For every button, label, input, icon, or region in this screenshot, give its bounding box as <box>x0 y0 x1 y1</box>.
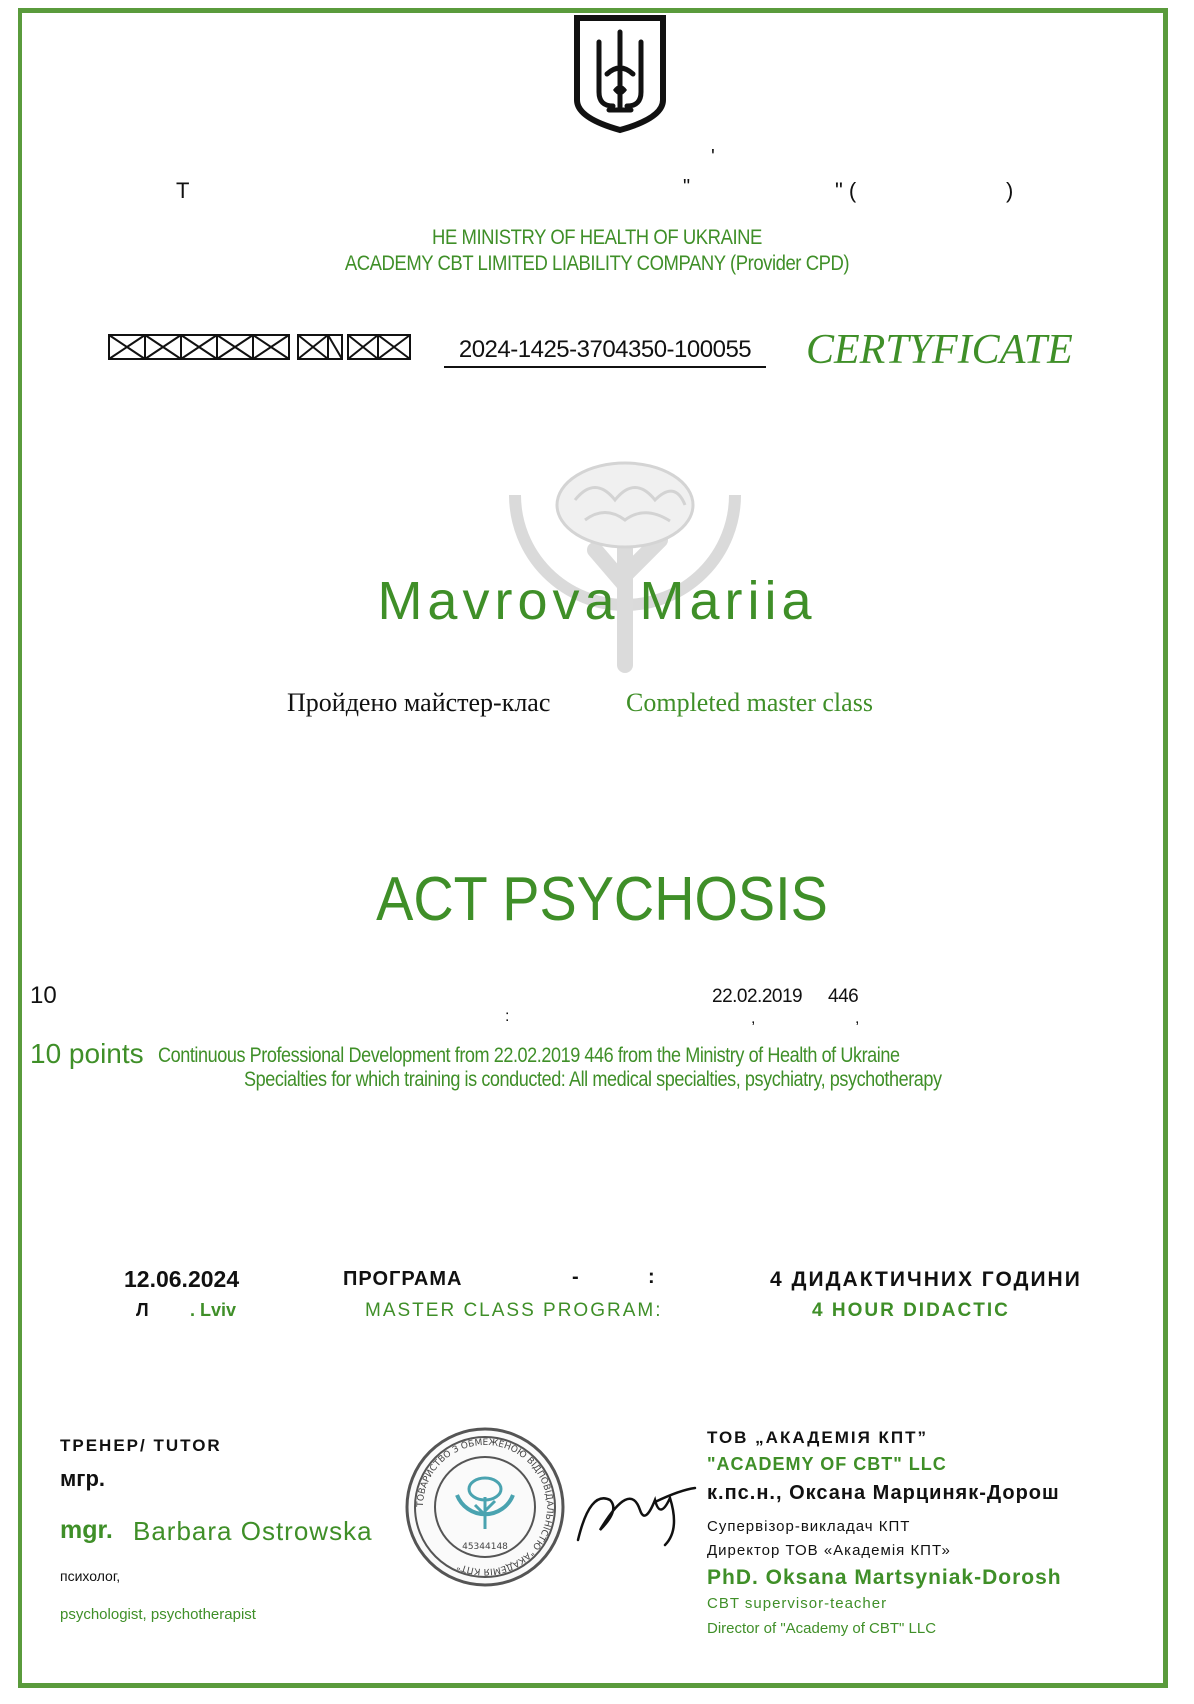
company-seal <box>405 1425 565 1589</box>
stamp-code: 45344148 <box>462 1542 508 1552</box>
header-t-letter: Т <box>176 178 190 203</box>
director-name-uk: к.пс.н., Оксана Марциняк-Дорош <box>707 1482 1060 1504</box>
points-specialties: Specialties for which training is conducted: All medical specialties, psychiatry, psychotherapy <box>244 1068 942 1091</box>
program-dash: - <box>572 1266 579 1288</box>
program-uk: ПРОГРАМА <box>343 1268 463 1290</box>
points-date-uk: 22.02.2019 <box>712 986 803 1007</box>
points-comma-2: , <box>855 1010 860 1027</box>
tutor-role-uk: психолог, <box>60 1568 121 1584</box>
points-order-uk: 446 <box>828 986 859 1007</box>
tutor-heading: ТРЕНЕР/ TUTOR <box>60 1436 222 1455</box>
director-company-uk: ТОВ „АКАДЕМІЯ КПТ” <box>707 1428 928 1447</box>
tutor-title-en: mgr. <box>60 1516 113 1544</box>
program-en: MASTER CLASS PROGRAM: <box>365 1300 663 1321</box>
ukraine-trident-icon <box>573 14 667 134</box>
hours-en: 4 HOUR DIDACTIC <box>812 1300 1010 1321</box>
recipient-name: Mavrova Mariia <box>377 571 817 631</box>
redacted-text <box>108 334 412 360</box>
points-en: 10 points <box>30 1038 144 1069</box>
certificate-number: 2024-1425-3704350-100055 <box>444 336 766 368</box>
header-paren-close: ) <box>1006 178 1014 203</box>
director-role2-uk: Директор ТОВ «Академія КПТ» <box>707 1542 951 1559</box>
director-name-en: PhD. Oksana Martsyniak-Dorosh <box>707 1566 1062 1589</box>
director-company-en: "ACADEMY OF CBT" LLC <box>707 1454 947 1474</box>
completed-en: Completed master class <box>626 688 873 717</box>
completed-uk: Пройдено майстер-клас <box>287 688 551 717</box>
company-line: ACADEMY CBT LIMITED LIABILITY COMPANY (Provider CPD) <box>344 252 850 275</box>
director-role1-en: CBT supervisor-teacher <box>707 1595 888 1612</box>
stamp-ring-text: ТОВАРИСТВО З ОБМЕЖЕНОЮ ВІДПОВІДАЛЬНІСТЮ "АКАДЕМІЯ КПТ" <box>415 1437 555 1577</box>
header-quote-close: " ( <box>835 178 857 203</box>
tutor-title-uk: мгр. <box>60 1466 105 1491</box>
director-role2-en: Director of "Academy of CBT" LLC <box>707 1620 937 1637</box>
handwritten-signature <box>570 1470 700 1550</box>
certificate-title: CERTYFICATE <box>806 327 1073 373</box>
tutor-name: Barbara Ostrowska <box>133 1516 373 1546</box>
issue-date: 12.06.2024 <box>124 1266 240 1292</box>
header-quote-open: " <box>683 176 691 198</box>
ministry-line: HE MINISTRY OF HEALTH OF UKRAINE <box>432 226 762 249</box>
city-uk: Л <box>136 1300 149 1320</box>
tutor-role-en: psychologist, psychotherapist <box>60 1606 256 1623</box>
course-title: ACT PSYCHOSIS <box>376 865 828 934</box>
program-colon: : <box>648 1266 655 1288</box>
points-comma-1: , <box>751 1010 756 1027</box>
city-en: . Lviv <box>190 1300 237 1320</box>
points-cpd-text: Continuous Professional Development from 22.02.2019 446 from the Ministry of Health of Ukraine <box>158 1044 900 1067</box>
brain-tree-logo <box>495 455 755 675</box>
points-number-uk: 10 <box>30 982 57 1009</box>
hours-uk: 4 ДИДАКТИЧНИХ ГОДИНИ <box>770 1268 1082 1291</box>
points-colon: : <box>505 1008 510 1025</box>
director-role1-uk: Супервізор-викладач КПТ <box>707 1518 911 1535</box>
header-apostrophe: ' <box>711 146 715 168</box>
